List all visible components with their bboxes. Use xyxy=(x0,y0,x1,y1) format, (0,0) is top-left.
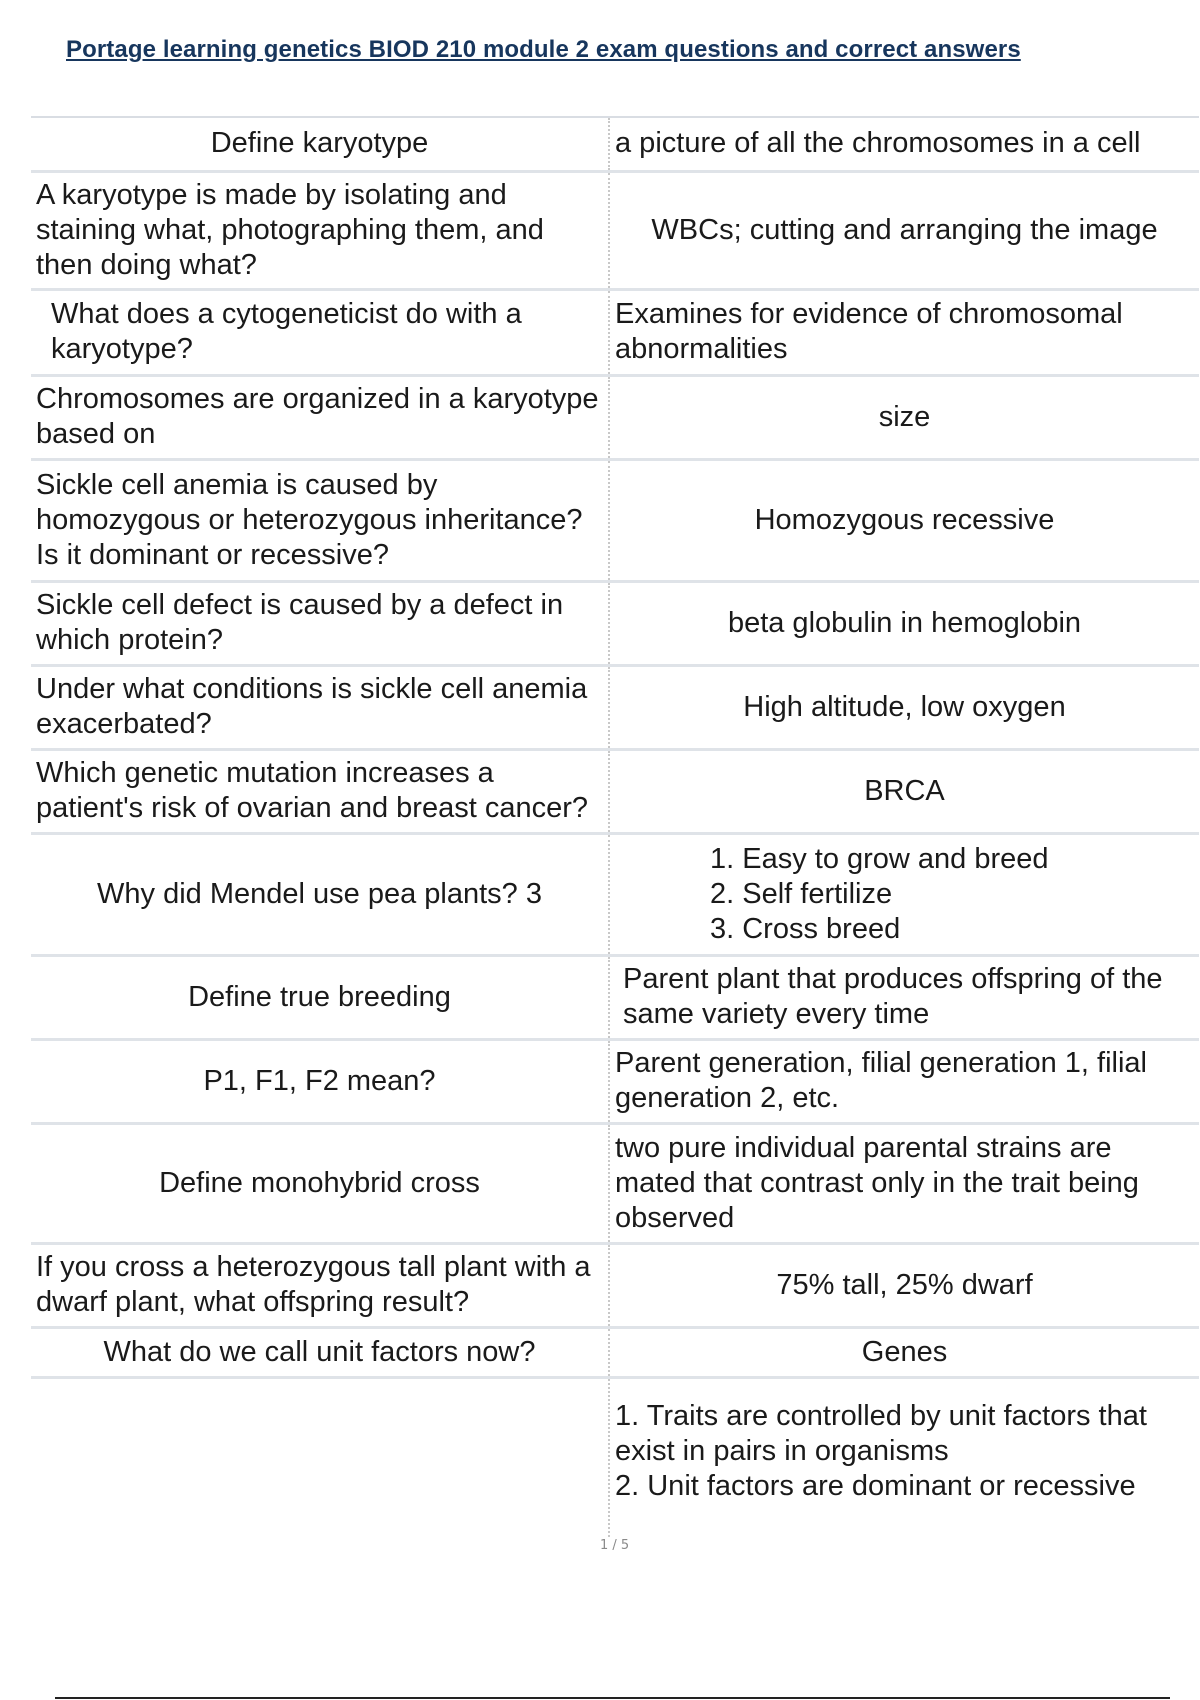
answer-list-item: 2. Unit factors are dominant or recessive xyxy=(615,1469,1136,1502)
question-cell: Define monohybrid cross xyxy=(31,1123,609,1243)
table-row xyxy=(31,375,1199,459)
answer-cell: High altitude, low oxygen xyxy=(609,665,1199,749)
table-row xyxy=(31,955,1199,1039)
page-indicator: 1 / 5 xyxy=(600,1538,630,1553)
answer-cell: beta globulin in hemoglobin xyxy=(609,581,1199,665)
answer-list-item: 2. Self fertilize xyxy=(710,877,893,910)
answer-cell xyxy=(609,833,1199,955)
document-title: Portage learning genetics BIOD 210 module 2 exam questions and correct answers xyxy=(66,36,1021,63)
answer-cell: Parent plant that produces offspring of the same variety every time xyxy=(609,955,1199,1039)
qa-table xyxy=(31,116,1199,1537)
question-cell: Chromosomes are organized in a karyotype based on xyxy=(31,375,609,459)
answer-list-item: 1. Easy to grow and breed xyxy=(710,842,1049,875)
table-row xyxy=(31,289,1199,375)
question-cell: P1, F1, F2 mean? xyxy=(31,1039,609,1123)
answer-cell: BRCA xyxy=(609,749,1199,833)
question-cell: Which genetic mutation increases a patient's risk of ovarian and breast cancer? xyxy=(31,749,609,833)
question-cell: If you cross a heterozygous tall plant with a dwarf plant, what offspring result? xyxy=(31,1243,609,1327)
answer-cell: size xyxy=(609,375,1199,459)
answer-cell: Parent generation, filial generation 1, filial generation 2, etc. xyxy=(609,1039,1199,1123)
answer-cell: two pure individual parental strains are mated that contrast only in the trait being observed xyxy=(609,1123,1199,1243)
answer-cell xyxy=(609,1377,1199,1537)
answer-cell: Examines for evidence of chromosomal abnormalities xyxy=(609,289,1199,375)
question-cell xyxy=(31,1377,609,1537)
table-row xyxy=(31,117,1199,171)
answer-list-item: 3. Cross breed xyxy=(710,912,901,945)
table-row xyxy=(31,749,1199,833)
answer-list-item: 1. Traits are controlled by unit factors that exist in pairs in organisms xyxy=(615,1399,1147,1467)
table-row xyxy=(31,1123,1199,1243)
question-cell: Why did Mendel use pea plants? 3 xyxy=(31,833,609,955)
answer-cell: a picture of all the chromosomes in a cell xyxy=(609,117,1199,171)
answer-cell: WBCs; cutting and arranging the image xyxy=(609,171,1199,289)
question-cell: Define karyotype xyxy=(31,117,609,171)
table-row xyxy=(31,833,1199,955)
table-row xyxy=(31,1243,1199,1327)
question-cell: Sickle cell defect is caused by a defect in which protein? xyxy=(31,581,609,665)
answer-cell: Genes xyxy=(609,1327,1199,1377)
table-row xyxy=(31,1377,1199,1537)
question-cell: What do we call unit factors now? xyxy=(31,1327,609,1377)
footer-divider xyxy=(55,1697,1170,1699)
table-row xyxy=(31,581,1199,665)
question-cell: What does a cytogeneticist do with a karyotype? xyxy=(31,289,609,375)
table-row xyxy=(31,1327,1199,1377)
question-cell: Define true breeding xyxy=(31,955,609,1039)
question-cell: Sickle cell anemia is caused by homozygous or heterozygous inheritance? Is it dominant or recessive? xyxy=(31,459,609,581)
table-row xyxy=(31,1039,1199,1123)
question-cell: A karyotype is made by isolating and staining what, photographing them, and then doing what? xyxy=(31,171,609,289)
answer-cell: 75% tall, 25% dwarf xyxy=(609,1243,1199,1327)
table-row xyxy=(31,171,1199,289)
table-row xyxy=(31,459,1199,581)
question-cell: Under what conditions is sickle cell anemia exacerbated? xyxy=(31,665,609,749)
answer-cell: Homozygous recessive xyxy=(609,459,1199,581)
table-row xyxy=(31,665,1199,749)
